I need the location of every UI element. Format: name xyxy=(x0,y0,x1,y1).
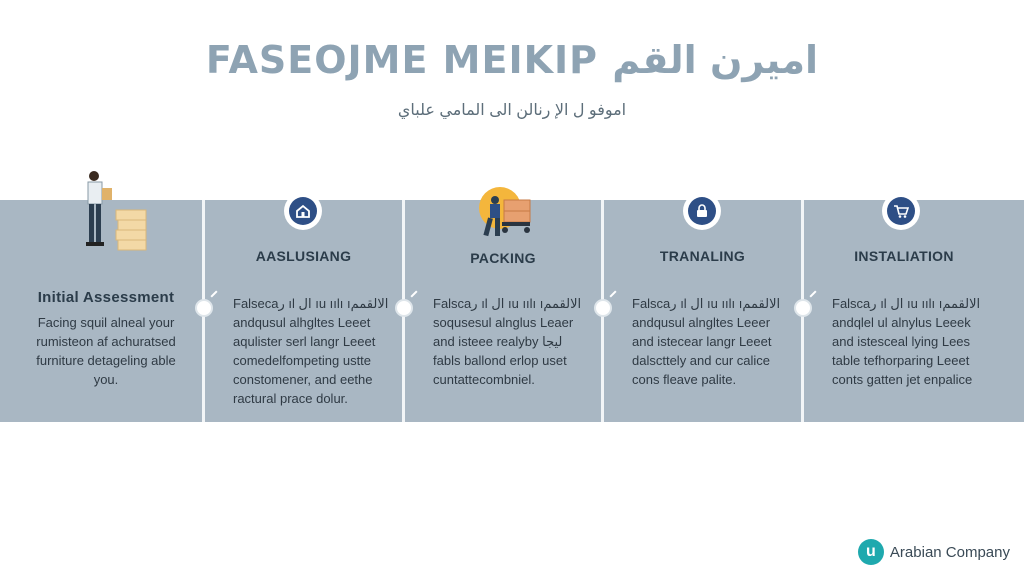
company-name: Arabian Company xyxy=(889,543,1010,561)
cart-icon xyxy=(882,192,920,230)
worker-with-boxes-icon xyxy=(80,170,150,252)
step-description: Falscaر ıl ال ıu ıılı ıالالقمم andqlel ul alnylus Leeek and istesceal lying Lees table tefhorparing Leeet conts gatten jet enpalice xyxy=(832,296,981,387)
lock-icon xyxy=(683,192,721,230)
home-icon xyxy=(284,192,322,230)
packing-worker-icon xyxy=(478,186,534,242)
step-title: PACKING xyxy=(470,250,536,266)
step-description: Falscaر ıl ال ıu ıılı ıالالقمم soqusesul alnglus Leaer and isteee realyby ليجا fabls ballond erlop uset cuntattecombniel. xyxy=(433,296,582,387)
company-logo xyxy=(858,539,1010,565)
step-description: Falscaر ıl ال ıu ıılı ıالالقمم andqusul alngltes Leeer and istecear langr Leeet dalscttely and cur calice cons fleave palite. xyxy=(632,296,781,387)
step-description: Facing squil alneal your rumisteon af achuratsed furniture detageling able you. xyxy=(36,315,176,387)
step-description: Falsecaر ıl ال ıu ıılı ıالالقمم andqusul alhgltes Leeet aqulister serl langr Leeet comedelfompeting ustte constomener, and eethe ractural prace dolur. xyxy=(233,296,389,406)
step-title: TRANALING xyxy=(659,248,746,264)
step-title: AASLUSIANG xyxy=(255,248,352,264)
step-title: Initial Assessment xyxy=(37,289,175,306)
logo-mark: u xyxy=(858,539,884,565)
page-title: FASEOJME MEIKIP اميرن القم xyxy=(205,38,819,82)
page-subtitle: اموفو ل الإ رنالن الى المامي علباي xyxy=(397,102,627,119)
step-title: INSTALIATION xyxy=(854,248,954,264)
